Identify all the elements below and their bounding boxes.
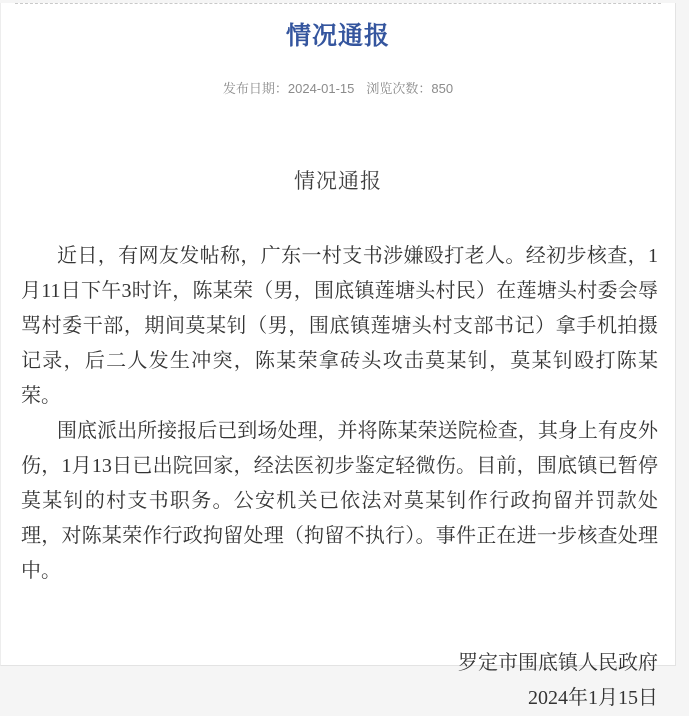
notice-page-card — [0, 3, 676, 709]
publish-date-value: 2024-01-15 — [287, 81, 355, 96]
article-paragraph: 围底派出所接报后已到场处理，并将陈某荣送院检查，其身上有皮外伤，1月13日已出院回家，经法医初步鉴定轻微伤。目前，围底镇已暂停莫某钊的村支书职务。公安机关已依法对莫某钊作行政拘留并罚款处理，对陈某荣作行政拘留处理（拘留不执行）。事件正在进一步核查处理中。 — [21, 420, 658, 582]
doc-header — [1, 18, 675, 98]
signature-block — [1, 646, 675, 716]
page-title: 情况通报 — [285, 22, 390, 50]
views-value: 850 — [431, 81, 454, 96]
signature-date: 2024年1月15日 — [528, 687, 658, 709]
top-dashed-divider — [15, 3, 661, 4]
publish-date-label: 发布日期： — [222, 81, 288, 96]
article-body — [1, 239, 675, 589]
signature-authority: 罗定市围底镇人民政府 — [458, 652, 658, 674]
article-paragraph: 近日，有网友发帖称，广东一村支书涉嫌殴打老人。经初步核查，1月11日下午3时许，陈某荣（男，围底镇莲塘头村民）在莲塘头村委会辱骂村委干部，期间莫某钊（男，围底镇莲塘头村支部书记）拿手机拍摄记录，后二人发生冲突，陈某荣拿砖头攻击莫某钊，莫某钊殴打陈某荣。 — [21, 245, 658, 407]
article — [1, 168, 675, 716]
article-title: 情况通报 — [294, 170, 382, 193]
doc-meta-line — [1, 80, 675, 98]
views-label: 浏览次数： — [366, 81, 432, 96]
